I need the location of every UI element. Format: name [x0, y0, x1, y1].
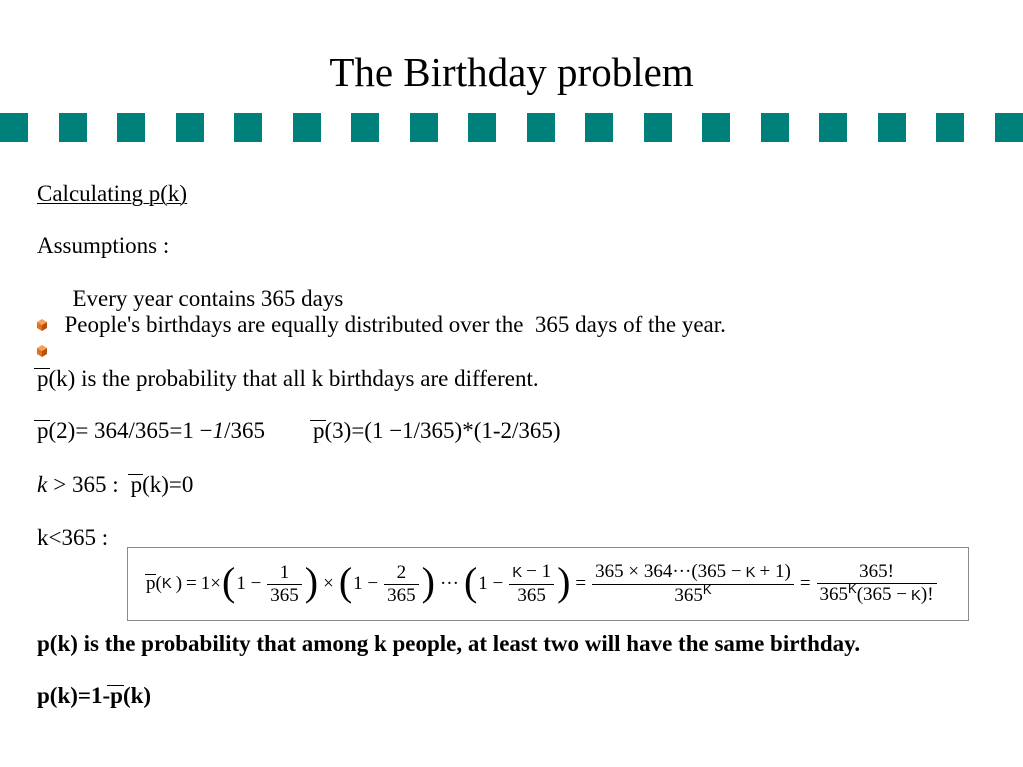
decorative-square [819, 113, 847, 142]
decorative-square [0, 113, 28, 142]
formula-one-times: 1× [200, 573, 221, 594]
decorative-square [761, 113, 789, 142]
formula-fraction [509, 561, 554, 607]
k-variable: k [37, 472, 48, 497]
fraction-numerator: 2 [384, 562, 419, 585]
denominator-base: 365 [674, 584, 703, 606]
decorative-square [878, 113, 906, 142]
formula-equals: = [186, 573, 197, 594]
formula-exponent-k: K [848, 581, 857, 596]
formula-dots: ··· [439, 573, 459, 594]
decorative-square [351, 113, 379, 142]
formula-one-minus: 1 − [236, 573, 262, 594]
product-numerator-head: 365 × 364···(365 − [595, 560, 742, 582]
fraction-numerator: 1 [267, 562, 302, 585]
formula-box [127, 547, 969, 621]
fraction-numerator-rest: − 1 [526, 561, 552, 582]
case-result: (k)=0 [142, 472, 194, 497]
decorative-square [995, 113, 1023, 142]
example-p2-text: (2)= 364/365=1 − [48, 418, 213, 443]
decorative-square [702, 113, 730, 142]
case-small-k-label: k<365 : [37, 525, 109, 550]
example-p3 [313, 418, 561, 444]
conclusion-equation [37, 683, 151, 709]
decorative-square [527, 113, 555, 142]
case-condition: > 365 : [53, 472, 119, 497]
decorative-square [468, 113, 496, 142]
formula-one-minus: 1 − [353, 573, 379, 594]
formula-paren-close: ) [557, 559, 571, 604]
p-bar-symbol: p [313, 418, 325, 443]
formula-k: K [161, 576, 172, 592]
factorial-denominator-tail: )! [920, 584, 934, 605]
assumptions-label: Assumptions : [37, 233, 170, 258]
formula-equals: = [575, 573, 587, 594]
formula-paren-open: ( [221, 559, 236, 604]
decorative-square [410, 113, 438, 142]
formula-exponent-k: K [702, 581, 712, 597]
formula-times: × [323, 573, 334, 594]
formula-paren-close: ) [421, 559, 435, 604]
fraction-numerator [509, 561, 554, 585]
p-bar-symbol: p [37, 366, 49, 391]
decorative-square-band [0, 113, 1023, 142]
formula-equals: = [799, 573, 811, 594]
example-p2-italic: 1 [212, 418, 225, 443]
definition-text: (k) is the probability that all k birthdays are different. [48, 366, 539, 391]
p-bar-symbol: p [130, 472, 143, 497]
formula-factorial-fraction [817, 561, 937, 607]
conclusion-equation-head: p(k)=1- [37, 683, 111, 708]
formula-k: K [745, 564, 756, 581]
example-p2 [37, 418, 265, 444]
formula-product-fraction [592, 561, 794, 608]
formula-k: K [911, 588, 921, 604]
formula-paren-open: ( [338, 559, 353, 604]
decorative-square [293, 113, 321, 142]
fraction-numerator [592, 561, 794, 585]
formula-p-bar: p [146, 573, 156, 594]
birthday-formula [146, 548, 939, 620]
conclusion-statement: p(k) is the probability that among k people, at least two will have the same birthday. [37, 631, 861, 656]
formula-paren-close: ) [304, 559, 319, 604]
orange-diamond-bullet-icon [37, 293, 47, 305]
definition-line [37, 366, 539, 392]
orange-diamond-bullet-icon [37, 267, 47, 279]
case-large-k [37, 472, 193, 498]
decorative-square [59, 113, 87, 142]
assumption-text: Every year contains 365 days [72, 286, 344, 311]
decorative-square [585, 113, 613, 142]
assumption-item [37, 286, 726, 338]
formula-lhs-close: ) [175, 573, 183, 594]
fraction-denominator [592, 581, 794, 608]
p-bar-symbol: p [37, 418, 49, 443]
p-bar-symbol: p [110, 683, 123, 708]
fraction-denominator [817, 581, 937, 607]
formula-lhs-open: ( [155, 573, 162, 594]
decorative-square [644, 113, 672, 142]
fraction-denominator: 365 [270, 584, 299, 606]
slide-title: The Birthday problem [329, 49, 694, 95]
example-p2-tail: /365 [224, 418, 266, 443]
decorative-square [176, 113, 204, 142]
formula-k: K [512, 565, 523, 581]
formula-paren-open: ( [463, 559, 478, 604]
decorative-square [117, 113, 145, 142]
conclusion-equation-tail: (k) [122, 683, 152, 708]
fraction-denominator: 365 [387, 584, 416, 606]
factorial-denominator-head: (365 − [856, 584, 908, 605]
decorative-square [234, 113, 262, 142]
decorative-square [936, 113, 964, 142]
formula-fraction [267, 562, 302, 607]
section-heading: Calculating p(k) [37, 181, 188, 206]
denominator-base: 365 [819, 584, 849, 605]
fraction-denominator: 365 [517, 585, 546, 606]
formula-fraction [384, 562, 419, 607]
example-p3-text: (3)=(1 −1/365)*(1-2/365) [324, 418, 561, 443]
formula-one-minus: 1 − [478, 573, 504, 594]
product-numerator-tail: + 1) [759, 560, 791, 582]
assumption-text: People's birthdays are equally distributed over the 365 days of the year. [64, 312, 726, 337]
fraction-numerator: 365! [817, 561, 937, 584]
